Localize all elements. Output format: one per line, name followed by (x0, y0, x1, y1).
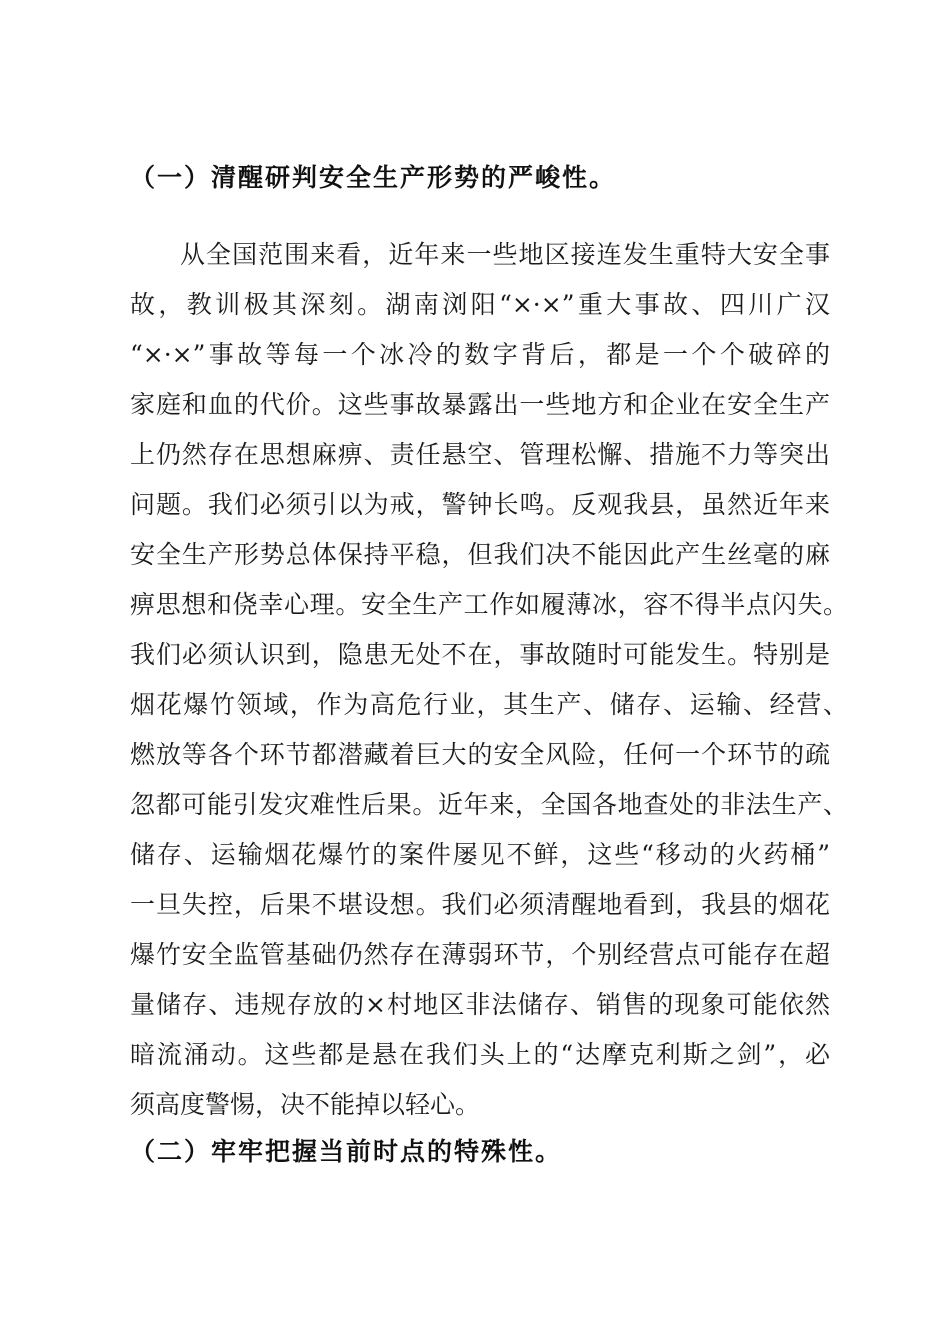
paragraph-line: 须高度警惕，决不能掉以轻心。 (130, 1090, 481, 1119)
paragraph-line: 忽都可能引发灾难性后果。近年来，全国各地查处的非法生产、 (130, 790, 848, 819)
paragraph-line: 储存、运输烟花爆竹的案件屡见不鲜，这些“移动的火药桶” (130, 840, 830, 869)
section-heading-2: （二）牢牢把握当前时点的特殊性。 (130, 1137, 563, 1166)
paragraph-line: 量储存、违规存放的×村地区非法储存、销售的现象可能依然 (130, 990, 830, 1019)
paragraph-line: 燃放等各个环节都潜藏着巨大的安全风险，任何一个环节的疏 (130, 740, 830, 769)
paragraph-line: 问题。我们必须引以为戒，警钟长鸣。反观我县，虽然近年来 (130, 490, 830, 519)
paragraph-line: 爆竹安全监管基础仍然存在薄弱环节，个别经营点可能存在超 (130, 940, 830, 969)
paragraph-line: 家庭和血的代价。这些事故暴露出一些地方和企业在安全生产 (130, 390, 830, 419)
paragraph-line: 一旦失控，后果不堪设想。我们必须清醒地看到，我县的烟花 (130, 890, 830, 919)
paragraph-line: 烟花爆竹领域，作为高危行业，其生产、储存、运输、经营、 (130, 690, 848, 719)
paragraph-line: 上仍然存在思想麻痹、责任悬空、管理松懈、措施不力等突出 (130, 440, 830, 469)
paragraph-line: “×·×”事故等每一个冰冷的数字背后，都是一个个破碎的 (130, 340, 830, 369)
paragraph-line: 从全国范围来看，近年来一些地区接连发生重特大安全事 (180, 240, 830, 269)
paragraph-line: 故，教训极其深刻。湖南浏阳“×·×”重大事故、四川广汉 (130, 290, 830, 319)
paragraph-line: 我们必须认识到，隐患无处不在，事故随时可能发生。特别是 (130, 640, 830, 669)
paragraph-line: 痹思想和侥幸心理。安全生产工作如履薄冰，容不得半点闪失。 (130, 590, 848, 619)
paragraph-line: 暗流涌动。这些都是悬在我们头上的“达摩克利斯之剑”，必 (130, 1040, 830, 1069)
section-heading-1: （一）清醒研判安全生产形势的严峻性。 (130, 163, 617, 192)
paragraph-line: 安全生产形势总体保持平稳，但我们决不能因此产生丝毫的麻 (130, 540, 830, 569)
